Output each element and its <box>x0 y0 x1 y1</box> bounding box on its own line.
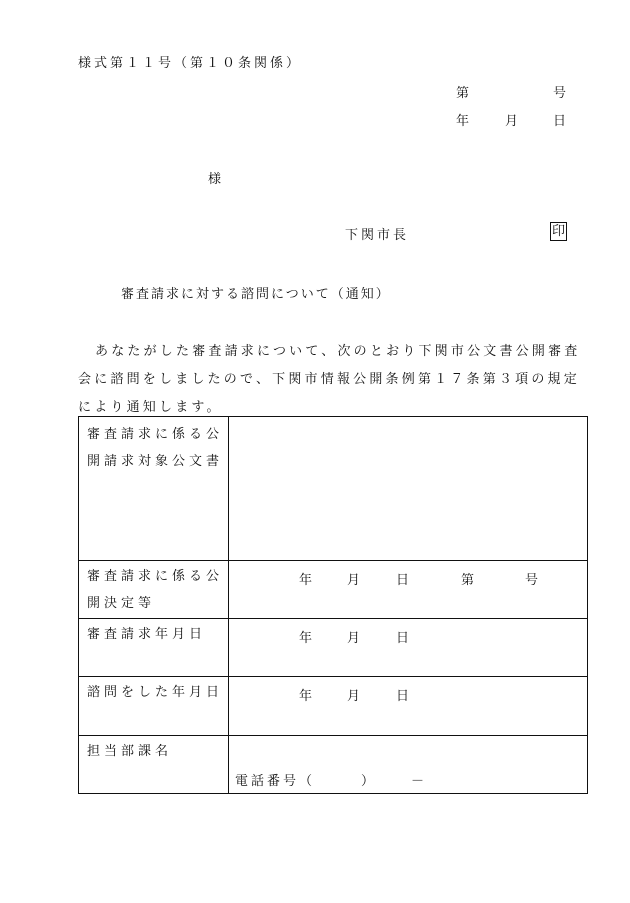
decision-label-cell <box>79 561 229 619</box>
addressee-honorific: 様 <box>208 172 225 187</box>
request-year: 年 <box>299 631 316 646</box>
phone-label: 電話番号（ <box>235 774 316 789</box>
decision-number-prefix: 第 <box>461 573 478 588</box>
request-day: 日 <box>396 631 413 646</box>
form-number: 様式第１１号（第１０条関係） <box>78 56 303 71</box>
doc-date-day: 日 <box>553 114 570 129</box>
doc-date-month: 月 <box>505 114 522 129</box>
decision-month: 月 <box>347 573 364 588</box>
consultation-date-value[interactable] <box>229 677 588 736</box>
consultation-month: 月 <box>347 689 364 704</box>
seal-mark: 印 <box>552 224 566 239</box>
request-date-label-cell <box>79 619 229 677</box>
decision-value[interactable] <box>229 561 588 619</box>
target-documents-label-line1: 審査請求に係る公 <box>87 427 224 442</box>
phone-close-paren: ） <box>361 774 378 789</box>
body-line-3: により通知します。 <box>78 400 223 415</box>
table-row <box>79 561 588 619</box>
body-line-2: 会に諮問をしましたので、下関市情報公開条例第１７条第３項の規定 <box>78 372 580 387</box>
decision-number-suffix: 号 <box>525 573 542 588</box>
body-line-1: あなたがした審査請求について、次のとおり下関市公文書公開審査 <box>95 344 581 359</box>
target-documents-label-line2: 開請求対象公文書 <box>87 454 224 469</box>
department-label: 担当部課名 <box>87 744 173 759</box>
doc-number-suffix: 号 <box>553 86 570 101</box>
decision-label-line2: 開決定等 <box>87 596 156 611</box>
consultation-day: 日 <box>396 689 413 704</box>
decision-day: 日 <box>396 573 413 588</box>
decision-year: 年 <box>299 573 316 588</box>
document-title: 審査請求に対する諮問について（通知） <box>121 287 391 302</box>
details-table <box>78 416 588 794</box>
consultation-year: 年 <box>299 689 316 704</box>
request-month: 月 <box>347 631 364 646</box>
table-row <box>79 736 588 794</box>
target-documents-label-cell <box>79 417 229 561</box>
department-value[interactable] <box>229 736 588 794</box>
consultation-date-label-cell <box>79 677 229 736</box>
target-documents-value[interactable] <box>229 417 588 561</box>
request-date-value[interactable] <box>229 619 588 677</box>
phone-dash: － <box>411 774 428 789</box>
table-row <box>79 417 588 561</box>
table-row <box>79 619 588 677</box>
decision-label-line1: 審査請求に係る公 <box>87 569 224 584</box>
sender-name: 下関市長 <box>345 228 410 243</box>
consultation-date-label: 諮問をした年月日 <box>87 685 224 700</box>
request-date-label: 審査請求年月日 <box>87 627 207 642</box>
department-label-cell <box>79 736 229 794</box>
doc-number-prefix: 第 <box>456 86 473 101</box>
table-row <box>79 677 588 736</box>
doc-date-year: 年 <box>456 114 473 129</box>
